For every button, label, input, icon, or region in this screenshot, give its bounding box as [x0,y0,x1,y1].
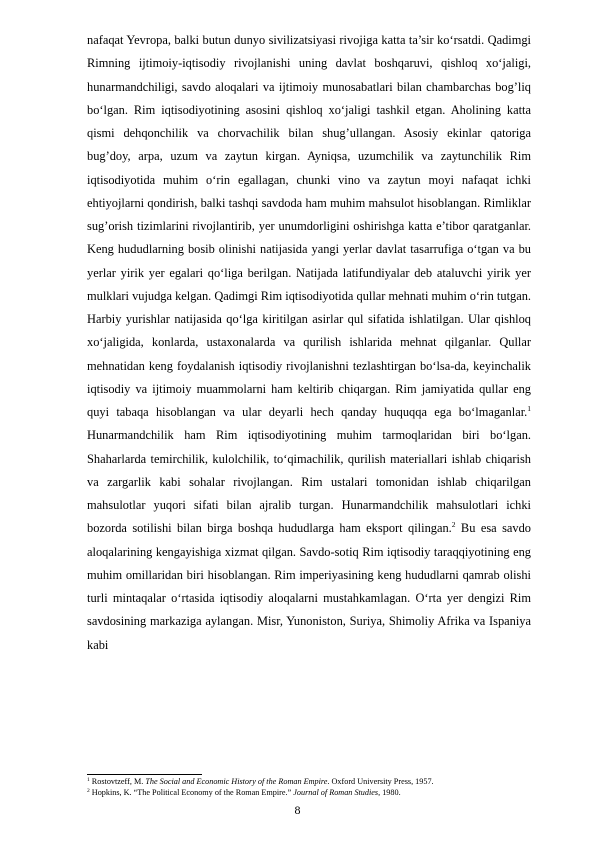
main-text [87,29,531,657]
footnote-2-mark: 2 [87,788,90,794]
footnote-1-author: Rostovtzeff, M. [91,777,146,786]
footnote-ref-1: 1 [527,404,531,413]
footnote-2 [87,787,531,798]
footnote-ref-2: 2 [451,520,456,530]
footnotes [87,776,531,798]
footnote-2-author: Hopkins, K. “The Political Economy of the Roman Empire.” [91,788,294,797]
page-number: 8 [294,803,301,817]
footnote-1-publisher: . Oxford University Press, 1957. [327,777,434,786]
body-paragraph [87,29,531,657]
body-text-part-2: Hunarmandchilik ham Rim iqtisodiyotining muhim tarmoqlaridan biri bo‘lgan. Shaharlarda temirchilik, kulolchilik, to‘qimachilik, qurilish materiallari ishlab chiqarish va zargarlik kabi sohalar rivojlangan. Rim ustalari tomonidan ishlab chiqarilgan mahsulotlar yuqori sifati bilan ajralib turgan. Hunarmandchilik mahsulotlari ichki bozorda sotilishi bilan birga boshqa hududlarga ham eksport qilingan. [87,428,531,536]
footnote-2-title: Journal of Roman Studies [293,788,379,797]
footnote-1-mark: 1 [87,777,90,783]
footnote-1-title: The Social and Economic History of the Roman Empire [145,777,328,786]
body-text-part-1: nafaqat Yevropa, balki butun dunyo sivilizatsiyasi rivojiga katta ta’sir ko‘rsatdi. Qadimgi Rimning ijtimoiy-iqtisodiy rivojlanishi uning davlat boshqaruvi, qishloq xo‘jaligi, hunarmandchiligi, savdo aloqalari va ijtimoiy munosabatlari bilan chambarchas bog’liq bo‘lgan. Rim iqtisodiyotining asosini qishloq xo‘jaligi tashkil etgan. Aholining katta qismi dehqonchilik va chorvachilik bilan shug’ullangan. Asosiy ekinlar qatoriga bug’doy, arpa, uzum va zaytun kirgan. Ayniqsa, uzumchilik va zaytunchilik Rim iqtisodiyotida muhim o‘rin egallagan, chunki vino va zaytun moyi nafaqat ichki ehtiyojlarni qondirish, balki tashqi savdoda ham muhim mahsulot hisoblangan. Rimliklar sug’orish tizimlarini rivojlantirib, yer unumdorligini oshirishga katta e’tibor qaratganlar. Keng hududlarning bosib olinishi natijasida yangi yerlar davlat tasarrufiga o‘tgan va bu yerlar yirik yer egalari qo‘liga berilgan. Natijada latifundiyalar deb ataluvchi yirik yer mulklari vujudga kelgan. Qadimgi Rim iqtisodiyotida qullar mehnati muhim o‘rin tutgan. Harbiy yurishlar natijasida qo‘lga kiritilgan asirlar qul sifatida ishlatilgan. Ular qishloq xo‘jaligida, konlarda, ustaxonalarda va qurilish ishlarida mehnat qilganlar. Qullar mehnatidan keng foydalanish iqtisodiy rivojlanishni tezlashtirgan bo‘lsa-da, keyinchalik iqtisodiy va ijtimoiy muammolarni ham keltirib chiqargan. Rim jamiyatida qullar eng quyi tabaqa hisoblangan va ular deyarli hech qanday huquqqa ega bo‘lmaganlar. [87,33,531,419]
footnote-1 [87,776,531,787]
footnote-2-year: , 1980. [378,788,401,797]
footnote-separator [87,774,202,775]
body-text-part-3: Bu esa savdo aloqalarining kengayishiga xizmat qilgan. Savdo-sotiq Rim iqtisodiy taraqqiyotining eng muhim omillaridan biri hisoblangan. Rim imperiyasining keng hududlarni qamrab olishi turli mintaqalar o‘rtasida iqtisodiy aloqalarni mustahkamlagan. O‘rta yer dengizi Rim savdosining markaziga aylangan. Misr, Yunoniston, Suriya, Shimoliy Afrika va Ispaniya kabi [87,521,531,652]
